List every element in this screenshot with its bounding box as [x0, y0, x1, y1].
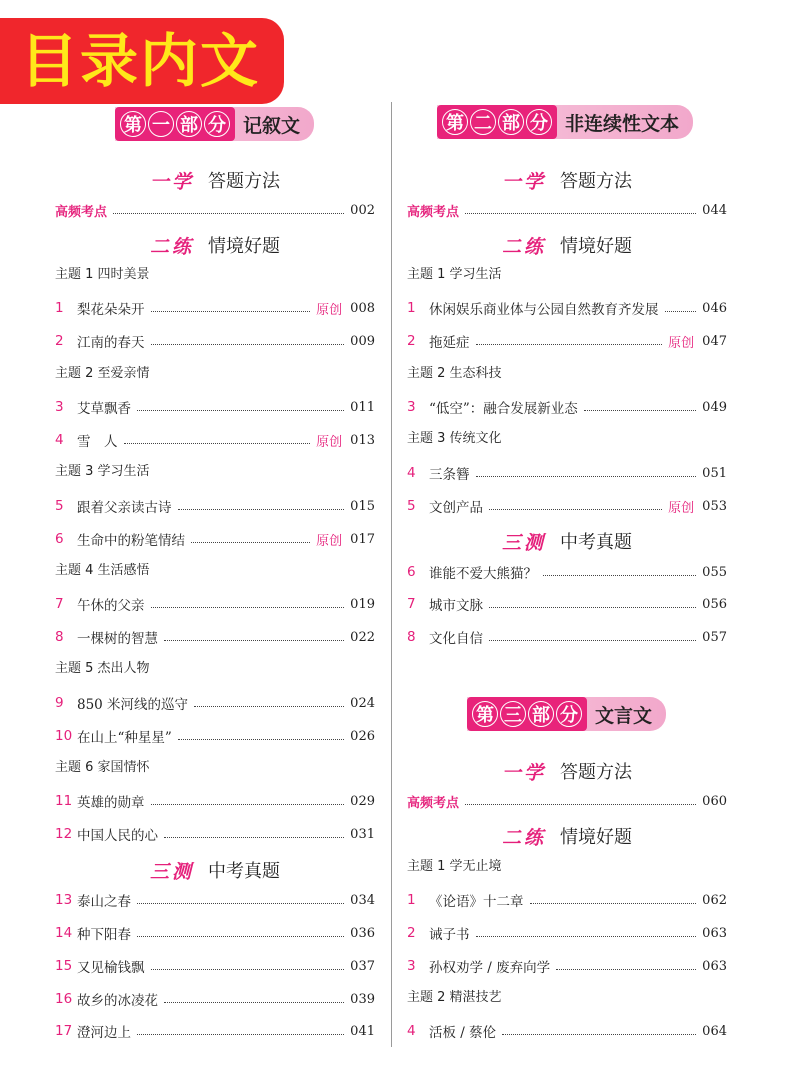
part-badge: 部: [528, 701, 554, 727]
entry-number: 1: [55, 300, 64, 316]
entry-number: 5: [407, 498, 416, 514]
leader-dots: [489, 640, 696, 641]
entry-title: 一棵树的智慧: [77, 631, 158, 647]
entry-number: 4: [407, 465, 416, 481]
leader-dots: [137, 903, 344, 904]
entry-title: 活板 / 蔡伦: [429, 1025, 497, 1041]
part-three-header: [467, 697, 666, 731]
toc-entry[interactable]: [407, 889, 727, 911]
entry-title: 故乡的冰凌花: [77, 993, 158, 1009]
entry-page: 026: [350, 728, 375, 744]
leader-dots: [151, 344, 345, 345]
toc-entry[interactable]: [407, 330, 727, 352]
part-badge: 部: [498, 109, 524, 135]
entry-number: 11: [55, 793, 73, 809]
entry-page: 017: [350, 531, 375, 547]
toc-entry[interactable]: [55, 495, 375, 517]
entry-page: 039: [350, 991, 375, 1007]
part-badge: 第: [120, 111, 146, 137]
entry-title: “低空”：融合发展新业态: [429, 401, 578, 417]
original-tag: 原创: [316, 533, 343, 549]
part-badges: [437, 105, 557, 139]
entry-number: 17: [55, 1023, 73, 1039]
entry-page: 002: [350, 202, 375, 218]
entry-title: 梨花朵朵开: [77, 302, 145, 318]
entry-title: 高频考点: [55, 204, 108, 220]
entry-number: 3: [55, 399, 64, 415]
entry-title: 又见榆钱飘: [77, 960, 145, 976]
original-tag: 原创: [316, 434, 343, 450]
entry-title: 艾草飘香: [77, 401, 131, 417]
leader-dots: [178, 739, 344, 740]
entry-page: 029: [350, 793, 375, 809]
section-title: [407, 231, 727, 259]
entry-page: 031: [350, 826, 375, 842]
entry-page: 011: [350, 399, 375, 415]
topic-heading: 主题 3 传统文化: [407, 431, 502, 446]
section-name: 答题方法: [208, 171, 280, 192]
toc-entry[interactable]: [407, 593, 727, 615]
leader-dots: [151, 969, 345, 970]
leader-dots: [164, 1002, 344, 1003]
toc-entry[interactable]: [55, 790, 375, 812]
entry-page: 051: [702, 465, 727, 481]
entry-page: 047: [702, 333, 727, 349]
toc-entry[interactable]: [407, 561, 727, 583]
section-tag: 三测: [149, 860, 194, 883]
leader-dots: [113, 213, 344, 214]
entry-page: 063: [702, 925, 727, 941]
entry-number: 1: [407, 892, 416, 908]
section-title: [407, 822, 727, 850]
toc-entry[interactable]: [407, 396, 727, 418]
entry-title: 拖延症: [429, 335, 470, 351]
toc-entry[interactable]: [55, 593, 375, 615]
entry-page: 053: [702, 498, 727, 514]
toc-entry-gaopin[interactable]: [407, 199, 727, 221]
section-name: 情境好题: [560, 827, 632, 848]
entry-title: 午休的父亲: [77, 598, 145, 614]
section-name: 情境好题: [560, 236, 632, 257]
toc-entry[interactable]: [55, 626, 375, 648]
section-tag: 二练: [501, 235, 546, 258]
leader-dots: [489, 607, 696, 608]
leader-dots: [151, 607, 345, 608]
part-badge: 部: [176, 111, 202, 137]
part-badge: 分: [526, 109, 552, 135]
entry-number: 2: [55, 333, 64, 349]
entry-title: 跟着父亲读古诗: [77, 500, 172, 516]
leader-dots: [665, 311, 697, 312]
part-title: 文言文: [595, 704, 653, 727]
leader-dots: [465, 804, 696, 805]
toc-entry-gaopin[interactable]: [55, 199, 375, 221]
entry-page: 008: [350, 300, 375, 316]
entry-number: 6: [407, 564, 416, 580]
banner-title: 目录内文: [20, 27, 261, 95]
entry-number: 9: [55, 695, 64, 711]
topic-heading: 主题 1 学无止境: [407, 859, 502, 874]
section-name: 答题方法: [560, 762, 632, 783]
entry-title: 孙权劝学 / 废弃向学: [429, 960, 551, 976]
leader-dots: [194, 706, 344, 707]
entry-title: 三条簪: [429, 467, 470, 483]
topic-heading: 主题 3 学习生活: [55, 464, 150, 479]
leader-dots: [137, 936, 344, 937]
section-title: [55, 166, 375, 194]
toc-entry[interactable]: [55, 922, 375, 944]
entry-number: 2: [407, 925, 416, 941]
part-badge: 分: [204, 111, 230, 137]
toc-entry[interactable]: [55, 429, 375, 451]
leader-dots: [137, 410, 344, 411]
topic-heading: 主题 2 生态科技: [407, 366, 502, 381]
part-badge: 第: [472, 701, 498, 727]
topic-heading: 主题 2 至爱亲情: [55, 366, 150, 381]
leader-dots: [476, 476, 697, 477]
entry-title: 中国人民的心: [77, 828, 158, 844]
entry-page: 044: [702, 202, 727, 218]
section-tag: 二练: [149, 235, 194, 258]
leader-dots: [124, 443, 311, 444]
entry-page: 024: [350, 695, 375, 711]
entry-number: 2: [407, 333, 416, 349]
catalog-banner: [0, 18, 284, 104]
entry-title: 文创产品: [429, 500, 483, 516]
entry-page: 063: [702, 958, 727, 974]
leader-dots: [151, 804, 345, 805]
entry-number: 4: [55, 432, 64, 448]
entry-number: 5: [55, 498, 64, 514]
entry-title: 在山上“种星星”: [77, 730, 172, 746]
toc-entry[interactable]: [55, 528, 375, 550]
toc-entry[interactable]: [55, 988, 375, 1010]
entry-title: 泰山之春: [77, 894, 131, 910]
part-badge: 分: [556, 701, 582, 727]
leader-dots: [476, 344, 663, 345]
entry-number: 3: [407, 399, 416, 415]
leader-dots: [178, 509, 345, 510]
leader-dots: [584, 410, 696, 411]
topic-heading: 主题 1 学习生活: [407, 267, 502, 282]
entry-page: 009: [350, 333, 375, 349]
entry-title: 谁能不爱大熊猫？: [429, 566, 537, 582]
entry-title: 城市文脉: [429, 598, 483, 614]
entry-page: 036: [350, 925, 375, 941]
topic-heading: 主题 1 四时美景: [55, 267, 150, 282]
section-title: [407, 757, 727, 785]
leader-dots: [556, 969, 696, 970]
entry-number: 12: [55, 826, 73, 842]
entry-page: 057: [702, 629, 727, 645]
entry-number: 14: [55, 925, 73, 941]
part-badge: 一: [148, 111, 174, 137]
leader-dots: [476, 936, 697, 937]
entry-title: 文化自信: [429, 631, 483, 647]
entry-title: 生命中的粉笔情结: [77, 533, 185, 549]
original-tag: 原创: [668, 500, 695, 516]
entry-number: 13: [55, 892, 73, 908]
section-tag: 三测: [501, 531, 546, 554]
part-badges: [467, 697, 587, 731]
entry-page: 055: [702, 564, 727, 580]
toc-entry[interactable]: [55, 823, 375, 845]
leader-dots: [530, 903, 697, 904]
part-badge: 第: [442, 109, 468, 135]
column-divider: [391, 102, 392, 1047]
section-tag: 一学: [501, 761, 546, 784]
entry-title: 雪 人: [77, 434, 118, 450]
section-tag: 二练: [501, 826, 546, 849]
entry-page: 037: [350, 958, 375, 974]
entry-title: 高频考点: [407, 204, 460, 220]
leader-dots: [543, 575, 696, 576]
entry-title: 850 米河线的巡守: [77, 697, 189, 713]
toc-entry[interactable]: [55, 1020, 375, 1042]
entry-number: 8: [407, 629, 416, 645]
entry-page: 060: [702, 793, 727, 809]
leader-dots: [137, 1034, 344, 1035]
leader-dots: [164, 640, 344, 641]
section-title: [407, 166, 727, 194]
entry-title: 种下阳春: [77, 927, 131, 943]
entry-page: 015: [350, 498, 375, 514]
original-tag: 原创: [316, 302, 343, 318]
section-tag: 一学: [149, 170, 194, 193]
section-name: 中考真题: [560, 532, 632, 553]
entry-title: 英雄的勋章: [77, 795, 145, 811]
entry-page: 034: [350, 892, 375, 908]
toc-entry[interactable]: [55, 889, 375, 911]
entry-number: 10: [55, 728, 73, 744]
entry-number: 8: [55, 629, 64, 645]
entry-number: 4: [407, 1023, 416, 1039]
toc-entry[interactable]: [407, 462, 727, 484]
entry-number: 7: [407, 596, 416, 612]
part-one-header: [115, 107, 314, 141]
section-name: 情境好题: [208, 236, 280, 257]
entry-number: 3: [407, 958, 416, 974]
part-badges: [115, 107, 235, 141]
entry-number: 16: [55, 991, 73, 1007]
section-title: [407, 527, 727, 555]
leader-dots: [164, 837, 344, 838]
toc-entry[interactable]: [55, 396, 375, 418]
entry-title: 《论语》十二章: [429, 894, 524, 910]
toc-entry[interactable]: [407, 955, 727, 977]
toc-entry-gaopin[interactable]: [407, 790, 727, 812]
part-badge: 三: [500, 701, 526, 727]
entry-page: 013: [350, 432, 375, 448]
toc-entry[interactable]: [55, 955, 375, 977]
section-title: [55, 231, 375, 259]
topic-heading: 主题 2 精湛技艺: [407, 990, 502, 1005]
toc-entry[interactable]: [55, 330, 375, 352]
part-title: 非连续性文本: [565, 112, 680, 135]
section-name: 中考真题: [208, 861, 280, 882]
toc-entry[interactable]: [407, 626, 727, 648]
entry-page: 041: [350, 1023, 375, 1039]
part-two-header: [437, 105, 693, 139]
entry-page: 046: [702, 300, 727, 316]
entry-page: 049: [702, 399, 727, 415]
entry-page: 019: [350, 596, 375, 612]
entry-title: 诫子书: [429, 927, 470, 943]
leader-dots: [465, 213, 696, 214]
leader-dots: [489, 509, 662, 510]
section-title: [55, 856, 375, 884]
entry-page: 056: [702, 596, 727, 612]
topic-heading: 主题 5 杰出人物: [55, 661, 150, 676]
topic-heading: 主题 4 生活感悟: [55, 563, 150, 578]
toc-entry[interactable]: [55, 725, 375, 747]
entry-title: 高频考点: [407, 795, 460, 811]
toc-entry[interactable]: [407, 297, 727, 319]
entry-page: 062: [702, 892, 727, 908]
leader-dots: [502, 1034, 696, 1035]
part-badge: 二: [470, 109, 496, 135]
entry-title: 休闲娱乐商业体与公园自然教育齐发展: [429, 302, 659, 318]
entry-number: 15: [55, 958, 73, 974]
toc-entry[interactable]: [55, 297, 375, 319]
toc-entry[interactable]: [407, 495, 727, 517]
section-tag: 一学: [501, 170, 546, 193]
topic-heading: 主题 6 家国情怀: [55, 760, 150, 775]
entry-number: 1: [407, 300, 416, 316]
part-title: 记叙文: [243, 114, 301, 137]
entry-number: 7: [55, 596, 64, 612]
toc-entry[interactable]: [407, 1020, 727, 1042]
leader-dots: [151, 311, 311, 312]
entry-title: 澄河边上: [77, 1025, 131, 1041]
section-name: 答题方法: [560, 171, 632, 192]
toc-entry[interactable]: [407, 922, 727, 944]
toc-entry[interactable]: [55, 692, 375, 714]
entry-number: 6: [55, 531, 64, 547]
entry-page: 022: [350, 629, 375, 645]
entry-title: 江南的春天: [77, 335, 145, 351]
original-tag: 原创: [668, 335, 695, 351]
entry-page: 064: [702, 1023, 727, 1039]
leader-dots: [191, 542, 310, 543]
